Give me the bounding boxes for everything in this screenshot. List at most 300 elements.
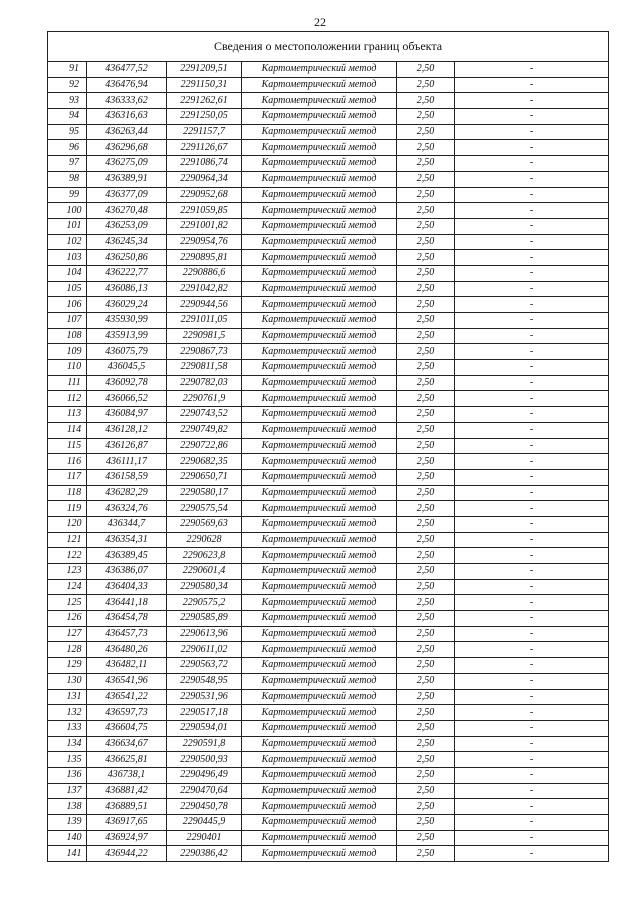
x-coordinate-cell: 436389,91: [87, 171, 167, 187]
precision-cell: 2,50: [397, 501, 455, 517]
table-row: [48, 736, 609, 752]
y-coordinate-cell: 2290575,2: [167, 595, 242, 611]
x-coordinate-cell: 436404,33: [87, 579, 167, 595]
point-number-cell: 111: [48, 375, 87, 391]
y-coordinate-cell: 2290628: [167, 532, 242, 548]
description-cell: -: [455, 767, 609, 783]
table-row: [48, 140, 609, 156]
precision-cell: 2,50: [397, 673, 455, 689]
x-coordinate-cell: 436296,68: [87, 140, 167, 156]
description-cell: -: [455, 516, 609, 532]
x-coordinate-cell: 436541,96: [87, 673, 167, 689]
table-title-row: [48, 32, 609, 62]
table-row: [48, 360, 609, 376]
table-row: [48, 846, 609, 862]
x-coordinate-cell: 436316,63: [87, 109, 167, 125]
description-cell: -: [455, 564, 609, 580]
x-coordinate-cell: 436881,42: [87, 783, 167, 799]
description-cell: -: [455, 485, 609, 501]
x-coordinate-cell: 436738,1: [87, 767, 167, 783]
description-cell: -: [455, 815, 609, 831]
x-coordinate-cell: 436066,52: [87, 391, 167, 407]
y-coordinate-cell: 2290952,68: [167, 187, 242, 203]
description-cell: -: [455, 93, 609, 109]
precision-cell: 2,50: [397, 62, 455, 78]
precision-cell: 2,50: [397, 658, 455, 674]
table-row: [48, 422, 609, 438]
table-row: [48, 752, 609, 768]
method-cell: Картометрический метод: [242, 297, 397, 313]
method-cell: Картометрический метод: [242, 328, 397, 344]
table-row: [48, 234, 609, 250]
point-number-cell: 126: [48, 611, 87, 627]
method-cell: Картометрический метод: [242, 218, 397, 234]
point-number-cell: 107: [48, 313, 87, 329]
point-number-cell: 112: [48, 391, 87, 407]
precision-cell: 2,50: [397, 77, 455, 93]
x-coordinate-cell: 436222,77: [87, 265, 167, 281]
x-coordinate-cell: 436263,44: [87, 124, 167, 140]
description-cell: -: [455, 532, 609, 548]
y-coordinate-cell: 2290500,93: [167, 752, 242, 768]
table-row: [48, 720, 609, 736]
y-coordinate-cell: 2290613,96: [167, 626, 242, 642]
x-coordinate-cell: 436454,78: [87, 611, 167, 627]
x-coordinate-cell: 436253,09: [87, 218, 167, 234]
table-row: [48, 297, 609, 313]
x-coordinate-cell: 436354,31: [87, 532, 167, 548]
description-cell: -: [455, 783, 609, 799]
point-number-cell: 99: [48, 187, 87, 203]
table-row: [48, 454, 609, 470]
description-cell: -: [455, 454, 609, 470]
precision-cell: 2,50: [397, 124, 455, 140]
precision-cell: 2,50: [397, 830, 455, 846]
precision-cell: 2,50: [397, 595, 455, 611]
method-cell: Картометрический метод: [242, 564, 397, 580]
table-row: [48, 705, 609, 721]
description-cell: -: [455, 360, 609, 376]
x-coordinate-cell: 436075,79: [87, 344, 167, 360]
table-row: [48, 93, 609, 109]
y-coordinate-cell: 2290782,03: [167, 375, 242, 391]
table-row: [48, 124, 609, 140]
table-row: [48, 579, 609, 595]
table-row: [48, 815, 609, 831]
x-coordinate-cell: 436480,26: [87, 642, 167, 658]
point-number-cell: 96: [48, 140, 87, 156]
table-row: [48, 77, 609, 93]
precision-cell: 2,50: [397, 265, 455, 281]
table-row: [48, 250, 609, 266]
description-cell: -: [455, 705, 609, 721]
point-number-cell: 104: [48, 265, 87, 281]
description-cell: -: [455, 187, 609, 203]
x-coordinate-cell: 436126,87: [87, 438, 167, 454]
precision-cell: 2,50: [397, 156, 455, 172]
method-cell: Картометрический метод: [242, 391, 397, 407]
precision-cell: 2,50: [397, 203, 455, 219]
description-cell: -: [455, 438, 609, 454]
point-number-cell: 123: [48, 564, 87, 580]
precision-cell: 2,50: [397, 407, 455, 423]
x-coordinate-cell: 435913,99: [87, 328, 167, 344]
method-cell: Картометрический метод: [242, 658, 397, 674]
table-row: [48, 62, 609, 78]
method-cell: Картометрический метод: [242, 77, 397, 93]
table-row: [48, 485, 609, 501]
description-cell: -: [455, 328, 609, 344]
method-cell: Картометрический метод: [242, 313, 397, 329]
method-cell: Картометрический метод: [242, 250, 397, 266]
precision-cell: 2,50: [397, 297, 455, 313]
y-coordinate-cell: 2290563,72: [167, 658, 242, 674]
precision-cell: 2,50: [397, 720, 455, 736]
method-cell: Картометрический метод: [242, 156, 397, 172]
method-cell: Картометрический метод: [242, 611, 397, 627]
method-cell: Картометрический метод: [242, 281, 397, 297]
table-row: [48, 689, 609, 705]
description-cell: -: [455, 109, 609, 125]
method-cell: Картометрический метод: [242, 642, 397, 658]
point-number-cell: 102: [48, 234, 87, 250]
x-coordinate-cell: 436482,11: [87, 658, 167, 674]
y-coordinate-cell: 2290895,81: [167, 250, 242, 266]
point-number-cell: 115: [48, 438, 87, 454]
table-row: [48, 626, 609, 642]
method-cell: Картометрический метод: [242, 532, 397, 548]
point-number-cell: 109: [48, 344, 87, 360]
table-row: [48, 564, 609, 580]
x-coordinate-cell: 436245,34: [87, 234, 167, 250]
table-row: [48, 438, 609, 454]
x-coordinate-cell: 436477,52: [87, 62, 167, 78]
precision-cell: 2,50: [397, 438, 455, 454]
description-cell: -: [455, 846, 609, 862]
table-row: [48, 548, 609, 564]
method-cell: Картометрический метод: [242, 595, 397, 611]
method-cell: Картометрический метод: [242, 62, 397, 78]
point-number-cell: 116: [48, 454, 87, 470]
point-number-cell: 108: [48, 328, 87, 344]
description-cell: -: [455, 171, 609, 187]
x-coordinate-cell: 436386,07: [87, 564, 167, 580]
table-row: [48, 501, 609, 517]
method-cell: Картометрический метод: [242, 344, 397, 360]
point-number-cell: 136: [48, 767, 87, 783]
point-number-cell: 98: [48, 171, 87, 187]
method-cell: Картометрический метод: [242, 124, 397, 140]
precision-cell: 2,50: [397, 218, 455, 234]
precision-cell: 2,50: [397, 564, 455, 580]
method-cell: Картометрический метод: [242, 783, 397, 799]
description-cell: -: [455, 218, 609, 234]
description-cell: -: [455, 313, 609, 329]
point-number-cell: 91: [48, 62, 87, 78]
description-cell: -: [455, 579, 609, 595]
table-row: [48, 391, 609, 407]
x-coordinate-cell: 436344,7: [87, 516, 167, 532]
method-cell: Картометрический метод: [242, 469, 397, 485]
point-number-cell: 133: [48, 720, 87, 736]
y-coordinate-cell: 2290761,9: [167, 391, 242, 407]
table-row: [48, 203, 609, 219]
x-coordinate-cell: 436128,12: [87, 422, 167, 438]
precision-cell: 2,50: [397, 281, 455, 297]
point-number-cell: 128: [48, 642, 87, 658]
description-cell: -: [455, 234, 609, 250]
table-row: [48, 516, 609, 532]
description-cell: -: [455, 344, 609, 360]
precision-cell: 2,50: [397, 736, 455, 752]
x-coordinate-cell: 436541,22: [87, 689, 167, 705]
precision-cell: 2,50: [397, 140, 455, 156]
point-number-cell: 121: [48, 532, 87, 548]
description-cell: -: [455, 124, 609, 140]
y-coordinate-cell: 2291157,7: [167, 124, 242, 140]
point-number-cell: 140: [48, 830, 87, 846]
y-coordinate-cell: 2291059,85: [167, 203, 242, 219]
table-row: [48, 658, 609, 674]
y-coordinate-cell: 2290517,18: [167, 705, 242, 721]
description-cell: -: [455, 77, 609, 93]
x-coordinate-cell: 436270,48: [87, 203, 167, 219]
point-number-cell: 118: [48, 485, 87, 501]
description-cell: -: [455, 501, 609, 517]
y-coordinate-cell: 2290601,4: [167, 564, 242, 580]
description-cell: -: [455, 265, 609, 281]
precision-cell: 2,50: [397, 328, 455, 344]
method-cell: Картометрический метод: [242, 422, 397, 438]
precision-cell: 2,50: [397, 171, 455, 187]
x-coordinate-cell: 436625,81: [87, 752, 167, 768]
x-coordinate-cell: 436111,17: [87, 454, 167, 470]
precision-cell: 2,50: [397, 611, 455, 627]
precision-cell: 2,50: [397, 767, 455, 783]
point-number-cell: 103: [48, 250, 87, 266]
x-coordinate-cell: 436092,78: [87, 375, 167, 391]
x-coordinate-cell: 436029,24: [87, 297, 167, 313]
table-row: [48, 673, 609, 689]
description-cell: -: [455, 720, 609, 736]
point-number-cell: 113: [48, 407, 87, 423]
precision-cell: 2,50: [397, 391, 455, 407]
method-cell: Картометрический метод: [242, 454, 397, 470]
description-cell: -: [455, 799, 609, 815]
method-cell: Картометрический метод: [242, 548, 397, 564]
table-row: [48, 469, 609, 485]
method-cell: Картометрический метод: [242, 375, 397, 391]
method-cell: Картометрический метод: [242, 234, 397, 250]
method-cell: Картометрический метод: [242, 171, 397, 187]
precision-cell: 2,50: [397, 344, 455, 360]
precision-cell: 2,50: [397, 799, 455, 815]
x-coordinate-cell: 436924,97: [87, 830, 167, 846]
y-coordinate-cell: 2290569,63: [167, 516, 242, 532]
y-coordinate-cell: 2290401: [167, 830, 242, 846]
description-cell: -: [455, 156, 609, 172]
precision-cell: 2,50: [397, 815, 455, 831]
precision-cell: 2,50: [397, 642, 455, 658]
table-row: [48, 109, 609, 125]
y-coordinate-cell: 2291209,51: [167, 62, 242, 78]
method-cell: Картометрический метод: [242, 203, 397, 219]
x-coordinate-cell: 436084,97: [87, 407, 167, 423]
point-number-cell: 138: [48, 799, 87, 815]
x-coordinate-cell: 436158,59: [87, 469, 167, 485]
point-number-cell: 139: [48, 815, 87, 831]
section-title: Сведения о местоположении границ объекта: [48, 32, 609, 62]
y-coordinate-cell: 2290585,89: [167, 611, 242, 627]
y-coordinate-cell: 2290470,64: [167, 783, 242, 799]
precision-cell: 2,50: [397, 532, 455, 548]
table-row: [48, 767, 609, 783]
y-coordinate-cell: 2291011,05: [167, 313, 242, 329]
table-row: [48, 407, 609, 423]
point-number-cell: 134: [48, 736, 87, 752]
precision-cell: 2,50: [397, 234, 455, 250]
y-coordinate-cell: 2290611,02: [167, 642, 242, 658]
point-number-cell: 129: [48, 658, 87, 674]
y-coordinate-cell: 2290886,6: [167, 265, 242, 281]
description-cell: -: [455, 689, 609, 705]
method-cell: Картометрический метод: [242, 767, 397, 783]
y-coordinate-cell: 2290580,34: [167, 579, 242, 595]
table-row: [48, 313, 609, 329]
table-row: [48, 595, 609, 611]
point-number-cell: 93: [48, 93, 87, 109]
point-number-cell: 131: [48, 689, 87, 705]
method-cell: Картометрический метод: [242, 720, 397, 736]
y-coordinate-cell: 2291150,31: [167, 77, 242, 93]
table-row: [48, 187, 609, 203]
precision-cell: 2,50: [397, 516, 455, 532]
y-coordinate-cell: 2290981,5: [167, 328, 242, 344]
point-number-cell: 114: [48, 422, 87, 438]
y-coordinate-cell: 2290867,73: [167, 344, 242, 360]
method-cell: Картометрический метод: [242, 516, 397, 532]
x-coordinate-cell: 436250,86: [87, 250, 167, 266]
method-cell: Картометрический метод: [242, 360, 397, 376]
y-coordinate-cell: 2291086,74: [167, 156, 242, 172]
description-cell: -: [455, 658, 609, 674]
point-number-cell: 132: [48, 705, 87, 721]
y-coordinate-cell: 2290964,34: [167, 171, 242, 187]
point-number-cell: 135: [48, 752, 87, 768]
table-row: [48, 171, 609, 187]
precision-cell: 2,50: [397, 93, 455, 109]
y-coordinate-cell: 2290594,01: [167, 720, 242, 736]
y-coordinate-cell: 2290575,54: [167, 501, 242, 517]
point-number-cell: 125: [48, 595, 87, 611]
y-coordinate-cell: 2290386,42: [167, 846, 242, 862]
method-cell: Картометрический метод: [242, 830, 397, 846]
point-number-cell: 127: [48, 626, 87, 642]
x-coordinate-cell: 436389,45: [87, 548, 167, 564]
precision-cell: 2,50: [397, 548, 455, 564]
precision-cell: 2,50: [397, 109, 455, 125]
point-number-cell: 100: [48, 203, 87, 219]
y-coordinate-cell: 2290650,71: [167, 469, 242, 485]
precision-cell: 2,50: [397, 469, 455, 485]
description-cell: -: [455, 611, 609, 627]
point-number-cell: 97: [48, 156, 87, 172]
x-coordinate-cell: 436333,62: [87, 93, 167, 109]
x-coordinate-cell: 436917,65: [87, 815, 167, 831]
method-cell: Картометрический метод: [242, 815, 397, 831]
precision-cell: 2,50: [397, 752, 455, 768]
precision-cell: 2,50: [397, 485, 455, 501]
x-coordinate-cell: 436441,18: [87, 595, 167, 611]
table-row: [48, 265, 609, 281]
description-cell: -: [455, 736, 609, 752]
y-coordinate-cell: 2290450,78: [167, 799, 242, 815]
table-row: [48, 328, 609, 344]
page-number: 22: [314, 15, 326, 29]
method-cell: Картометрический метод: [242, 187, 397, 203]
description-cell: -: [455, 203, 609, 219]
precision-cell: 2,50: [397, 705, 455, 721]
y-coordinate-cell: 2290496,49: [167, 767, 242, 783]
point-number-cell: 105: [48, 281, 87, 297]
table-row: [48, 218, 609, 234]
y-coordinate-cell: 2290944,56: [167, 297, 242, 313]
point-number-cell: 130: [48, 673, 87, 689]
x-coordinate-cell: 436377,09: [87, 187, 167, 203]
point-number-cell: 110: [48, 360, 87, 376]
table-row: [48, 281, 609, 297]
x-coordinate-cell: 436604,75: [87, 720, 167, 736]
y-coordinate-cell: 2291042,82: [167, 281, 242, 297]
method-cell: Картометрический метод: [242, 140, 397, 156]
x-coordinate-cell: 436275,09: [87, 156, 167, 172]
y-coordinate-cell: 2291250,05: [167, 109, 242, 125]
y-coordinate-cell: 2290954,76: [167, 234, 242, 250]
method-cell: Картометрический метод: [242, 799, 397, 815]
description-cell: -: [455, 595, 609, 611]
method-cell: Картометрический метод: [242, 579, 397, 595]
table-row: [48, 642, 609, 658]
y-coordinate-cell: 2290811,58: [167, 360, 242, 376]
description-cell: -: [455, 626, 609, 642]
method-cell: Картометрический метод: [242, 673, 397, 689]
precision-cell: 2,50: [397, 454, 455, 470]
point-number-cell: 120: [48, 516, 87, 532]
point-number-cell: 119: [48, 501, 87, 517]
y-coordinate-cell: 2290749,82: [167, 422, 242, 438]
x-coordinate-cell: 436597,73: [87, 705, 167, 721]
precision-cell: 2,50: [397, 313, 455, 329]
y-coordinate-cell: 2290580,17: [167, 485, 242, 501]
point-number-cell: 95: [48, 124, 87, 140]
method-cell: Картометрический метод: [242, 689, 397, 705]
y-coordinate-cell: 2291126,67: [167, 140, 242, 156]
x-coordinate-cell: 436634,67: [87, 736, 167, 752]
y-coordinate-cell: 2290591,8: [167, 736, 242, 752]
method-cell: Картометрический метод: [242, 109, 397, 125]
description-cell: -: [455, 391, 609, 407]
method-cell: Картометрический метод: [242, 265, 397, 281]
description-cell: -: [455, 62, 609, 78]
table-row: [48, 156, 609, 172]
precision-cell: 2,50: [397, 626, 455, 642]
precision-cell: 2,50: [397, 422, 455, 438]
x-coordinate-cell: 436457,73: [87, 626, 167, 642]
precision-cell: 2,50: [397, 250, 455, 266]
x-coordinate-cell: 435930,99: [87, 313, 167, 329]
method-cell: Картометрический метод: [242, 438, 397, 454]
description-cell: -: [455, 548, 609, 564]
